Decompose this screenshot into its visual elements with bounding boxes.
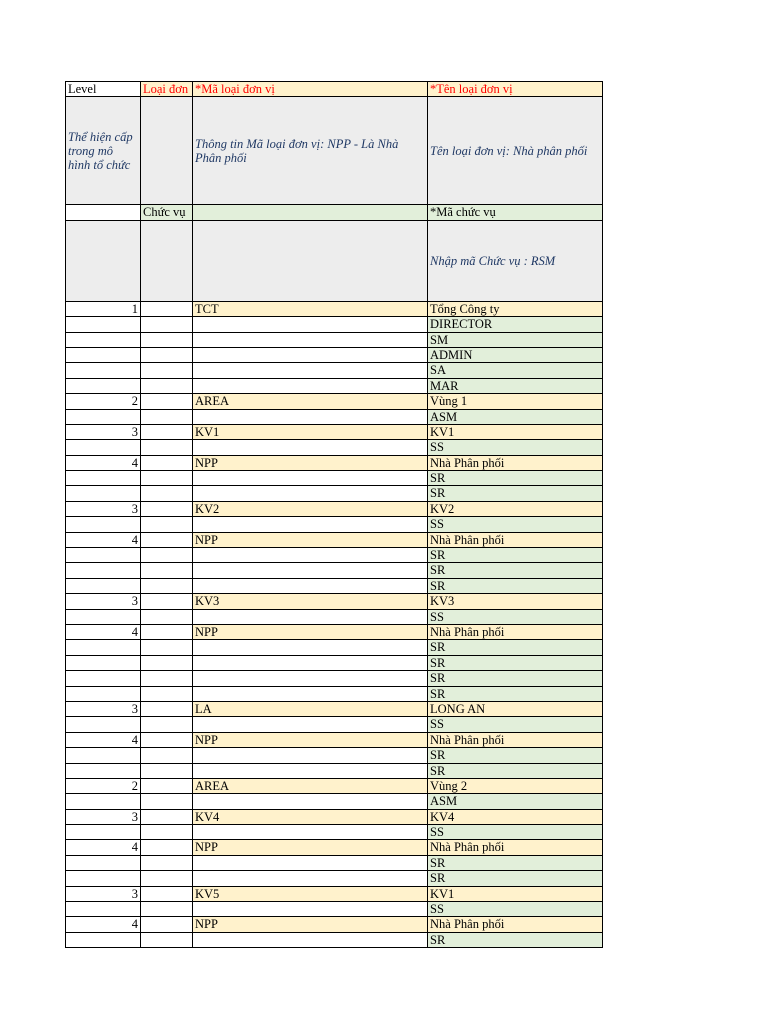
cell-unit-code[interactable]: [193, 671, 428, 686]
cell-unit-name[interactable]: SR: [428, 855, 603, 870]
cell-unit-type[interactable]: [141, 455, 193, 470]
position-row: [66, 363, 603, 378]
cell-unit-name[interactable]: SR: [428, 686, 603, 701]
cell-unit-code[interactable]: [193, 517, 428, 532]
position-header-level[interactable]: [66, 205, 141, 220]
cell-level[interactable]: 3: [66, 701, 141, 716]
cell-unit-name[interactable]: SR: [428, 763, 603, 778]
position-row: [66, 347, 603, 362]
cell-unit-type[interactable]: [141, 624, 193, 639]
cell-unit-code[interactable]: [193, 548, 428, 563]
cell-level[interactable]: [66, 378, 141, 393]
cell-unit-name[interactable]: KV1: [428, 424, 603, 439]
cell-level[interactable]: 3: [66, 809, 141, 824]
position-row: [66, 825, 603, 840]
cell-unit-name[interactable]: MAR: [428, 378, 603, 393]
description-unit-name[interactable]: Tên loại đơn vị: Nhà phân phối: [428, 97, 603, 205]
cell-unit-type[interactable]: [141, 825, 193, 840]
cell-unit-code[interactable]: KV2: [193, 501, 428, 516]
cell-unit-code[interactable]: NPP: [193, 455, 428, 470]
position-row: [66, 763, 603, 778]
cell-unit-type[interactable]: [141, 748, 193, 763]
cell-unit-type[interactable]: [141, 501, 193, 516]
cell-unit-name[interactable]: SR: [428, 655, 603, 670]
cell-level[interactable]: 3: [66, 501, 141, 516]
cell-unit-name[interactable]: SR: [428, 486, 603, 501]
cell-unit-type[interactable]: [141, 440, 193, 455]
cell-level[interactable]: [66, 825, 141, 840]
cell-unit-code[interactable]: KV1: [193, 424, 428, 439]
cell-level[interactable]: [66, 748, 141, 763]
cell-level[interactable]: [66, 332, 141, 347]
cell-unit-code[interactable]: NPP: [193, 840, 428, 855]
position-row: [66, 317, 603, 332]
cell-unit-type[interactable]: [141, 701, 193, 716]
unit-row: [66, 424, 603, 439]
cell-unit-type[interactable]: [141, 917, 193, 932]
cell-unit-type[interactable]: [141, 471, 193, 486]
cell-unit-type[interactable]: [141, 332, 193, 347]
cell-unit-code[interactable]: AREA: [193, 778, 428, 793]
cell-unit-code[interactable]: [193, 640, 428, 655]
cell-level[interactable]: [66, 409, 141, 424]
cell-unit-name[interactable]: Nhà Phân phối: [428, 624, 603, 639]
unit-row: [66, 701, 603, 716]
cell-level[interactable]: [66, 640, 141, 655]
unit-row: [66, 917, 603, 932]
cell-level[interactable]: [66, 363, 141, 378]
position-row: [66, 748, 603, 763]
cell-unit-type[interactable]: [141, 317, 193, 332]
position-row: [66, 855, 603, 870]
cell-level[interactable]: [66, 471, 141, 486]
position-row: [66, 717, 603, 732]
cell-unit-type[interactable]: [141, 717, 193, 732]
cell-unit-code[interactable]: [193, 563, 428, 578]
position-row: [66, 378, 603, 393]
cell-unit-code[interactable]: [193, 363, 428, 378]
cell-unit-name[interactable]: SR: [428, 563, 603, 578]
cell-unit-name[interactable]: Tổng Công ty: [428, 301, 603, 316]
unit-row: [66, 501, 603, 516]
cell-unit-name[interactable]: KV1: [428, 886, 603, 901]
cell-unit-code[interactable]: [193, 932, 428, 947]
cell-level[interactable]: 1: [66, 301, 141, 316]
cell-unit-type[interactable]: [141, 809, 193, 824]
cell-unit-code[interactable]: [193, 748, 428, 763]
cell-unit-name[interactable]: LONG AN: [428, 701, 603, 716]
cell-unit-code[interactable]: [193, 317, 428, 332]
position-description-level[interactable]: [66, 220, 141, 301]
position-description-row: [66, 220, 603, 301]
cell-level[interactable]: [66, 317, 141, 332]
cell-unit-type[interactable]: [141, 532, 193, 547]
position-row: [66, 578, 603, 593]
cell-unit-type[interactable]: [141, 563, 193, 578]
cell-unit-name[interactable]: KV4: [428, 809, 603, 824]
cell-unit-type[interactable]: [141, 871, 193, 886]
cell-unit-type[interactable]: [141, 671, 193, 686]
cell-level[interactable]: [66, 717, 141, 732]
cell-unit-code[interactable]: [193, 440, 428, 455]
cell-level[interactable]: 2: [66, 394, 141, 409]
cell-unit-code[interactable]: [193, 763, 428, 778]
position-row: [66, 471, 603, 486]
cell-unit-name[interactable]: KV3: [428, 594, 603, 609]
cell-unit-type[interactable]: [141, 732, 193, 747]
cell-unit-code[interactable]: [193, 486, 428, 501]
position-description-blank[interactable]: [193, 220, 428, 301]
cell-unit-code[interactable]: KV5: [193, 886, 428, 901]
cell-unit-code[interactable]: [193, 655, 428, 670]
cell-unit-type[interactable]: [141, 409, 193, 424]
cell-unit-name[interactable]: SS: [428, 825, 603, 840]
unit-row: [66, 594, 603, 609]
cell-level[interactable]: 2: [66, 778, 141, 793]
cell-unit-type[interactable]: [141, 655, 193, 670]
cell-unit-code[interactable]: AREA: [193, 394, 428, 409]
cell-unit-name[interactable]: SR: [428, 471, 603, 486]
header-unit-type[interactable]: Loại đơn: [141, 82, 193, 97]
header-row: [66, 82, 603, 97]
position-row: [66, 932, 603, 947]
cell-level[interactable]: [66, 578, 141, 593]
cell-unit-name[interactable]: SR: [428, 548, 603, 563]
cell-unit-code[interactable]: [193, 609, 428, 624]
unit-row: [66, 624, 603, 639]
cell-level[interactable]: [66, 486, 141, 501]
cell-unit-type[interactable]: [141, 301, 193, 316]
cell-unit-name[interactable]: Vùng 2: [428, 778, 603, 793]
position-row: [66, 902, 603, 917]
cell-unit-code[interactable]: KV3: [193, 594, 428, 609]
cell-unit-name[interactable]: Nhà Phân phối: [428, 840, 603, 855]
cell-unit-type[interactable]: [141, 347, 193, 362]
cell-unit-name[interactable]: Vùng 1: [428, 394, 603, 409]
cell-unit-type[interactable]: [141, 855, 193, 870]
cell-unit-name[interactable]: SR: [428, 871, 603, 886]
position-header-blank[interactable]: [193, 205, 428, 220]
cell-unit-name[interactable]: KV2: [428, 501, 603, 516]
cell-level[interactable]: [66, 855, 141, 870]
cell-unit-name[interactable]: SR: [428, 578, 603, 593]
cell-unit-type[interactable]: [141, 578, 193, 593]
cell-level[interactable]: [66, 932, 141, 947]
cell-level[interactable]: [66, 563, 141, 578]
cell-unit-code[interactable]: NPP: [193, 624, 428, 639]
cell-unit-name[interactable]: SR: [428, 640, 603, 655]
cell-unit-code[interactable]: [193, 871, 428, 886]
position-row: [66, 655, 603, 670]
cell-unit-type[interactable]: [141, 932, 193, 947]
cell-unit-name[interactable]: SR: [428, 671, 603, 686]
cell-unit-code[interactable]: [193, 332, 428, 347]
cell-unit-name[interactable]: ASM: [428, 794, 603, 809]
cell-unit-name[interactable]: ASM: [428, 409, 603, 424]
cell-unit-name[interactable]: Nhà Phân phối: [428, 732, 603, 747]
cell-unit-code[interactable]: LA: [193, 701, 428, 716]
cell-unit-code[interactable]: [193, 347, 428, 362]
position-row: [66, 871, 603, 886]
position-description-position[interactable]: [141, 220, 193, 301]
position-header-row: [66, 205, 603, 220]
cell-unit-type[interactable]: [141, 517, 193, 532]
position-row: [66, 671, 603, 686]
unit-row: [66, 732, 603, 747]
cell-unit-name[interactable]: SR: [428, 932, 603, 947]
cell-level[interactable]: 4: [66, 455, 141, 470]
unit-row: [66, 886, 603, 901]
description-unit-code[interactable]: Thông tin Mã loại đơn vị: NPP - Là Nhà Phân phối: [193, 97, 428, 205]
position-row: [66, 517, 603, 532]
cell-level[interactable]: [66, 440, 141, 455]
cell-unit-type[interactable]: [141, 794, 193, 809]
cell-unit-name[interactable]: SR: [428, 748, 603, 763]
position-header-code[interactable]: *Mã chức vụ: [428, 205, 603, 220]
unit-row: [66, 301, 603, 316]
description-unit-type[interactable]: [141, 97, 193, 205]
unit-row: [66, 809, 603, 824]
cell-unit-type[interactable]: [141, 609, 193, 624]
cell-unit-type[interactable]: [141, 902, 193, 917]
cell-unit-code[interactable]: NPP: [193, 732, 428, 747]
position-row: [66, 440, 603, 455]
cell-level[interactable]: [66, 655, 141, 670]
org-structure-table: [65, 81, 603, 948]
cell-level[interactable]: [66, 347, 141, 362]
cell-unit-name[interactable]: Nhà Phân phối: [428, 532, 603, 547]
unit-row: [66, 394, 603, 409]
cell-unit-type[interactable]: [141, 486, 193, 501]
cell-level[interactable]: [66, 609, 141, 624]
cell-level[interactable]: [66, 548, 141, 563]
cell-unit-name[interactable]: SS: [428, 517, 603, 532]
cell-level[interactable]: [66, 517, 141, 532]
cell-unit-type[interactable]: [141, 686, 193, 701]
position-header-position[interactable]: Chức vụ: [141, 205, 193, 220]
position-row: [66, 486, 603, 501]
cell-unit-code[interactable]: KV4: [193, 809, 428, 824]
cell-unit-type[interactable]: [141, 594, 193, 609]
cell-unit-type[interactable]: [141, 840, 193, 855]
position-row: [66, 794, 603, 809]
cell-level[interactable]: [66, 686, 141, 701]
description-level[interactable]: Thể hiện cấp trong mô hình tổ chức: [66, 97, 141, 205]
cell-unit-type[interactable]: [141, 640, 193, 655]
cell-unit-type[interactable]: [141, 763, 193, 778]
cell-level[interactable]: [66, 902, 141, 917]
description-row: [66, 97, 603, 205]
cell-unit-code[interactable]: NPP: [193, 917, 428, 932]
cell-unit-code[interactable]: [193, 717, 428, 732]
cell-unit-code[interactable]: [193, 825, 428, 840]
cell-level[interactable]: 3: [66, 594, 141, 609]
cell-unit-name[interactable]: SA: [428, 363, 603, 378]
cell-unit-name[interactable]: Nhà Phân phối: [428, 455, 603, 470]
position-description-code[interactable]: Nhập mã Chức vụ : RSM: [428, 220, 603, 301]
cell-unit-code[interactable]: [193, 378, 428, 393]
cell-unit-code[interactable]: TCT: [193, 301, 428, 316]
header-unit-code[interactable]: *Mã loại đơn vị: [193, 82, 428, 97]
position-row: [66, 563, 603, 578]
position-row: [66, 609, 603, 624]
cell-unit-name[interactable]: SS: [428, 717, 603, 732]
cell-level[interactable]: [66, 871, 141, 886]
position-row: [66, 686, 603, 701]
header-unit-name[interactable]: *Tên loại đơn vị: [428, 82, 603, 97]
unit-row: [66, 778, 603, 793]
cell-level[interactable]: 4: [66, 917, 141, 932]
cell-unit-type[interactable]: [141, 424, 193, 439]
cell-level[interactable]: 3: [66, 424, 141, 439]
cell-unit-code[interactable]: [193, 686, 428, 701]
cell-unit-type[interactable]: [141, 778, 193, 793]
position-row: [66, 409, 603, 424]
cell-level[interactable]: [66, 794, 141, 809]
cell-level[interactable]: 4: [66, 732, 141, 747]
cell-unit-type[interactable]: [141, 394, 193, 409]
cell-level[interactable]: 4: [66, 840, 141, 855]
cell-unit-name[interactable]: SM: [428, 332, 603, 347]
cell-level[interactable]: [66, 671, 141, 686]
cell-unit-type[interactable]: [141, 378, 193, 393]
header-level[interactable]: Level: [66, 82, 141, 97]
cell-unit-code[interactable]: [193, 578, 428, 593]
cell-unit-name[interactable]: SS: [428, 609, 603, 624]
cell-unit-type[interactable]: [141, 363, 193, 378]
cell-unit-name[interactable]: DIRECTOR: [428, 317, 603, 332]
cell-unit-type[interactable]: [141, 548, 193, 563]
cell-level[interactable]: [66, 763, 141, 778]
unit-row: [66, 840, 603, 855]
unit-row: [66, 532, 603, 547]
cell-unit-code[interactable]: [193, 471, 428, 486]
cell-unit-name[interactable]: SS: [428, 440, 603, 455]
position-row: [66, 548, 603, 563]
cell-unit-code[interactable]: [193, 855, 428, 870]
unit-row: [66, 455, 603, 470]
cell-unit-code[interactable]: [193, 409, 428, 424]
cell-level[interactable]: 3: [66, 886, 141, 901]
cell-unit-name[interactable]: SS: [428, 902, 603, 917]
position-row: [66, 332, 603, 347]
cell-level[interactable]: 4: [66, 624, 141, 639]
cell-unit-code[interactable]: NPP: [193, 532, 428, 547]
cell-unit-code[interactable]: [193, 902, 428, 917]
cell-unit-name[interactable]: Nhà Phân phối: [428, 917, 603, 932]
cell-unit-name[interactable]: ADMIN: [428, 347, 603, 362]
cell-level[interactable]: 4: [66, 532, 141, 547]
position-row: [66, 640, 603, 655]
cell-unit-type[interactable]: [141, 886, 193, 901]
cell-unit-code[interactable]: [193, 794, 428, 809]
